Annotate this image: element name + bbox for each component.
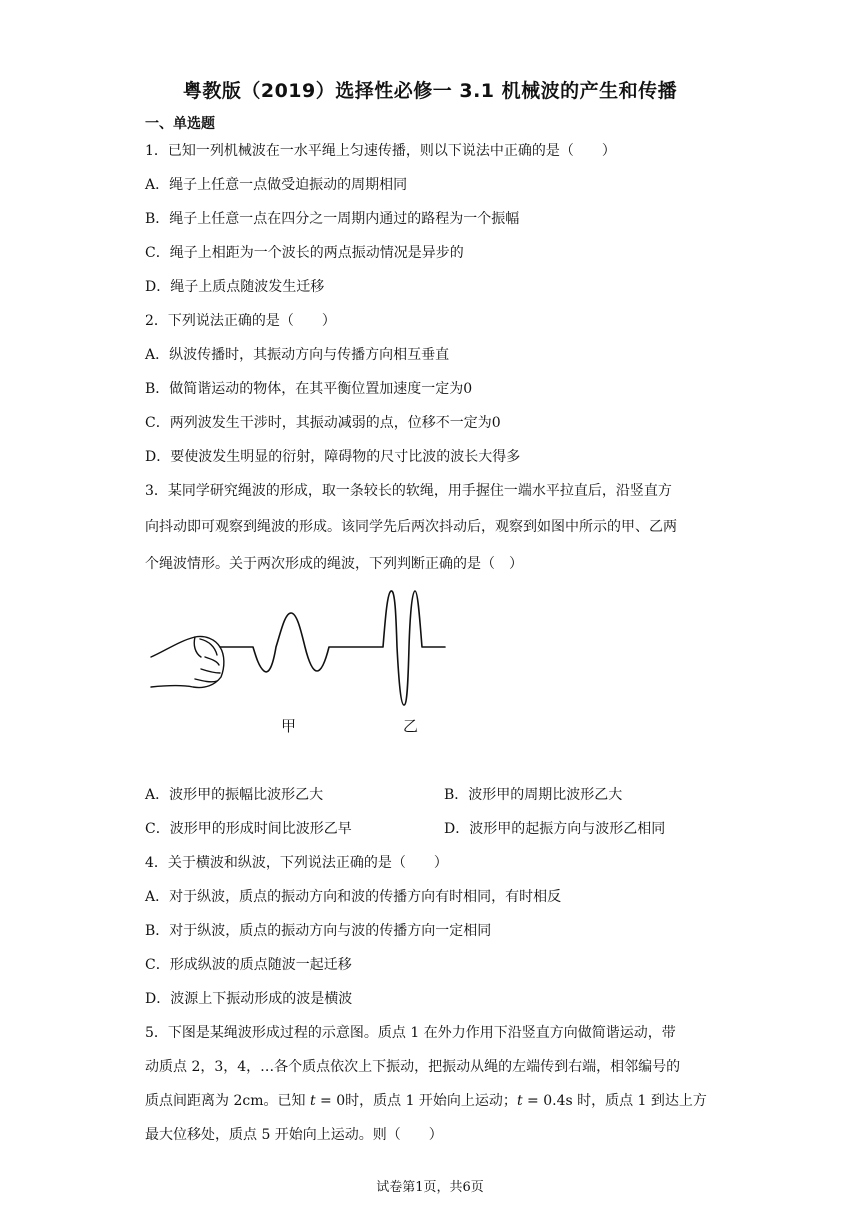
q3-option-a: A．波形甲的振幅比波形乙大 bbox=[145, 787, 324, 803]
q3-stem-line2: 向抖动即可观察到绳波的形成。该同学先后两次抖动后，观察到如图中所示的甲、乙两 bbox=[145, 519, 677, 535]
q2-option-a: A．纵波传播时，其振动方向与传播方向相互垂直 bbox=[145, 347, 450, 363]
q2-stem: 2．下列说法正确的是（ ） bbox=[145, 313, 336, 329]
q3-option-b: B．波形甲的周期比波形乙大 bbox=[444, 787, 623, 803]
page-title: 粤教版（2019）选择性必修一 3.1 机械波的产生和传播 bbox=[182, 80, 678, 102]
q4-option-d: D．波源上下振动形成的波是横波 bbox=[145, 991, 353, 1007]
q4-option-c: C．形成纵波的质点随波一起迁移 bbox=[145, 957, 352, 973]
q2-option-d: D．要使波发生明显的衍射，障碍物的尺寸比波的波长大得多 bbox=[145, 449, 521, 465]
rope-wave-line bbox=[220, 591, 445, 705]
q1-option-a: A．绳子上任意一点做受迫振动的周期相同 bbox=[145, 177, 408, 193]
q5-var-t2: t bbox=[516, 1093, 523, 1109]
q4-option-a: A．对于纵波，质点的振动方向和波的传播方向有时相同，有时相反 bbox=[145, 889, 562, 905]
q5-stem-line2: 动质点 2，3，4，…各个质点依次上下振动，把振动从绳的左端传到右端，相邻编号的 bbox=[145, 1059, 681, 1075]
q1-option-b: B．绳子上任意一点在四分之一周期内通过的路程为一个振幅 bbox=[145, 211, 520, 227]
q2-option-b: B．做简谐运动的物体，在其平衡位置加速度一定为0 bbox=[145, 381, 473, 397]
q5-stem-line3 bbox=[145, 1090, 707, 1110]
hand-illustration bbox=[151, 636, 224, 687]
q3-option-d: D．波形甲的起振方向与波形乙相同 bbox=[444, 821, 666, 837]
section-heading: 一、单选题 bbox=[145, 116, 215, 132]
q1-option-d: D．绳子上质点随波发生迁移 bbox=[145, 279, 325, 295]
q3-option-c: C．波形甲的形成时间比波形乙早 bbox=[145, 821, 352, 837]
q3-stem-line1: 3．某同学研究绳波的形成，取一条较长的软绳，用手握住一端水平拉直后，沿竖直方 bbox=[145, 483, 672, 499]
q5-var-t1: t bbox=[309, 1093, 316, 1109]
q5-text-part1: 质点间距离为 2cm。已知 bbox=[145, 1093, 310, 1109]
rope-wave-figure bbox=[145, 585, 465, 745]
q1-option-c: C．绳子上相距为一个波长的两点振动情况是异步的 bbox=[145, 245, 464, 261]
q4-option-b: B．对于纵波，质点的振动方向与波的传播方向一定相同 bbox=[145, 923, 492, 939]
q1-stem: 1．已知一列机械波在一水平绳上匀速传播，则以下说法中正确的是（ ） bbox=[145, 143, 616, 159]
rope-wave-svg bbox=[145, 585, 465, 745]
figure-label-yi: 乙 bbox=[403, 717, 419, 735]
figure-label-jia: 甲 bbox=[281, 717, 297, 735]
q5-stem-line4: 最大位移处，质点 5 开始向上运动。则（ ） bbox=[145, 1127, 443, 1143]
q5-text-part2: = 0时，质点 1 开始向上运动； bbox=[315, 1093, 517, 1109]
q4-stem: 4．关于横波和纵波，下列说法正确的是（ ） bbox=[145, 855, 448, 871]
page-footer: 试卷第1页，共6页 bbox=[376, 1180, 484, 1195]
q2-option-c: C．两列波发生干涉时，其振动减弱的点，位移不一定为0 bbox=[145, 415, 501, 431]
q5-text-part3: = 0.4s 时，质点 1 到达上方 bbox=[522, 1093, 707, 1109]
q3-stem-line3: 个绳波情形。关于两次形成的绳波，下列判断正确的是（ ） bbox=[145, 556, 523, 572]
q5-stem-line1: 5．下图是某绳波形成过程的示意图。质点 1 在外力作用下沿竖直方向做简谐运动，带 bbox=[145, 1025, 676, 1041]
